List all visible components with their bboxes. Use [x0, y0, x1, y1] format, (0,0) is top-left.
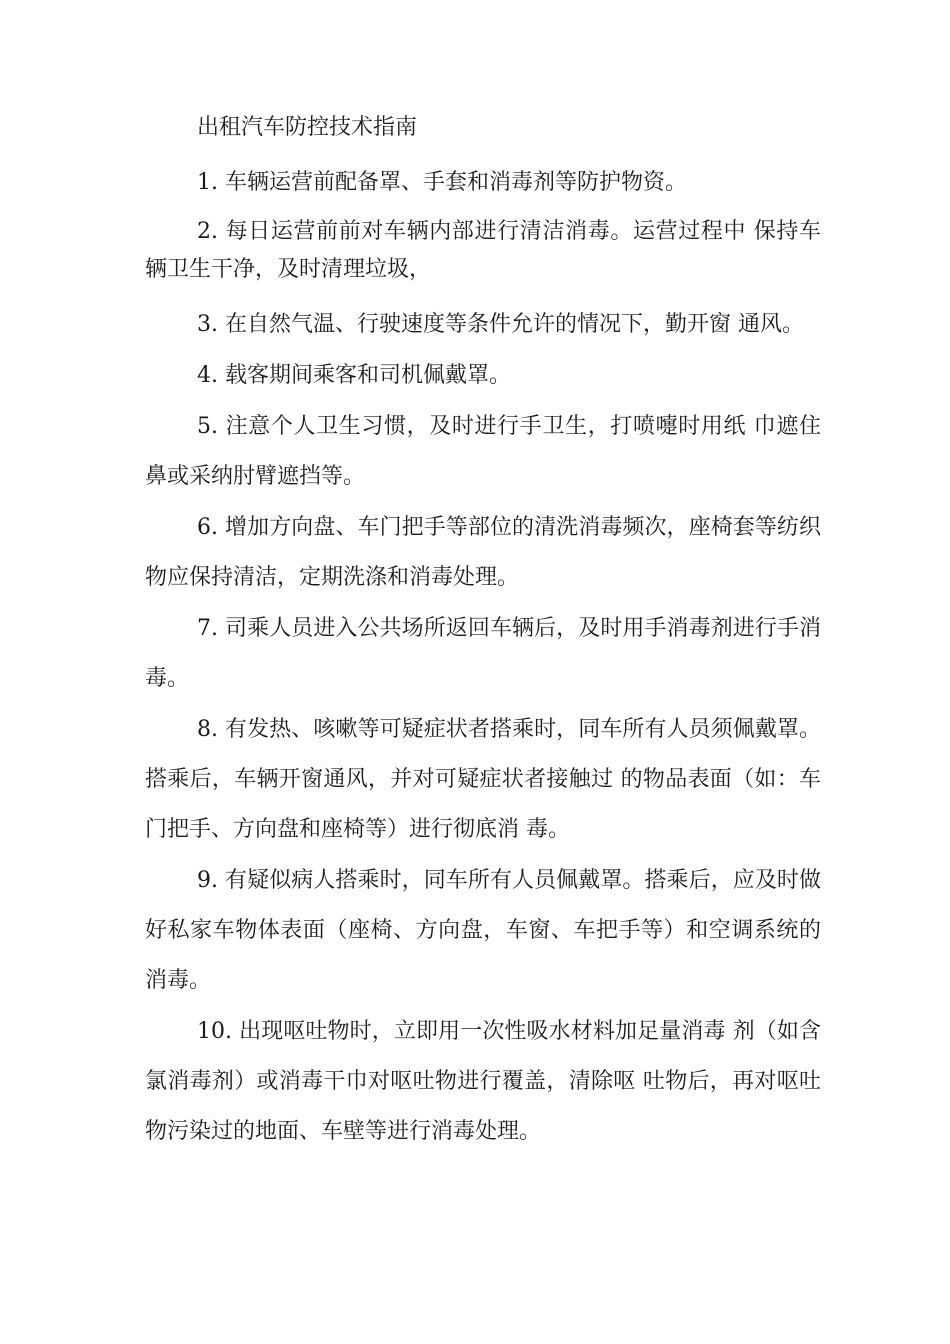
item-4: 4. 载客期间乘客和司机佩戴罩。 [197, 363, 511, 388]
item-5: 5. 注意个人卫生习惯，及时进行手卫生，打喷嚏时用纸 巾遮住鼻或采纳肘臂遮挡等。 [145, 414, 821, 489]
item-3: 3. 在自然气温、行驶速度等条件允许的情况下，勤开窗 通风。 [197, 312, 804, 337]
item-6: 6. 增加方向盘、车门把手等部位的清洗消毒频次，座椅套等纺织物应保持清洁，定期洗涤和消毒处理。 [145, 515, 821, 590]
item-8: 8. 有发热、咳嗽等可疑症状者搭乘时，同车所有人员须佩戴罩。搭乘后，车辆开窗通风，并对可疑症状者接触过 的物品表面（如：车门把手、方向盘和座椅等）进行彻底消 毒。 [145, 717, 821, 842]
document-body [145, 103, 821, 1158]
item-7: 7. 司乘人员进入公共场所返回车辆后，及时用手消毒剂进行手消毒。 [145, 616, 821, 691]
item-1: 1. 车辆运营前配备罩、手套和消毒剂等防护物资。 [197, 170, 687, 195]
item-2: 2. 每日运营前前对车辆内部进行清洁消毒。运营过程中 保持车辆卫生干净，及时清理垃圾， [145, 219, 821, 282]
item-10: 10. 出现呕吐物时，立即用一次性吸水材料加足量消毒 剂（如含氯消毒剂）或消毒干巾对呕吐物进行覆盖，清除呕 吐物后，再对呕吐物污染过的地面、车壁等进行消毒处理。 [145, 1019, 821, 1144]
item-9: 9. 有疑似病人搭乘时，同车所有人员佩戴罩。搭乘后，应及时做好私家车物体表面（座椅、方向盘，车窗、车把手等）和空调系统的消毒。 [145, 868, 821, 993]
document-title: 出租汽车防控技术指南 [197, 115, 418, 140]
